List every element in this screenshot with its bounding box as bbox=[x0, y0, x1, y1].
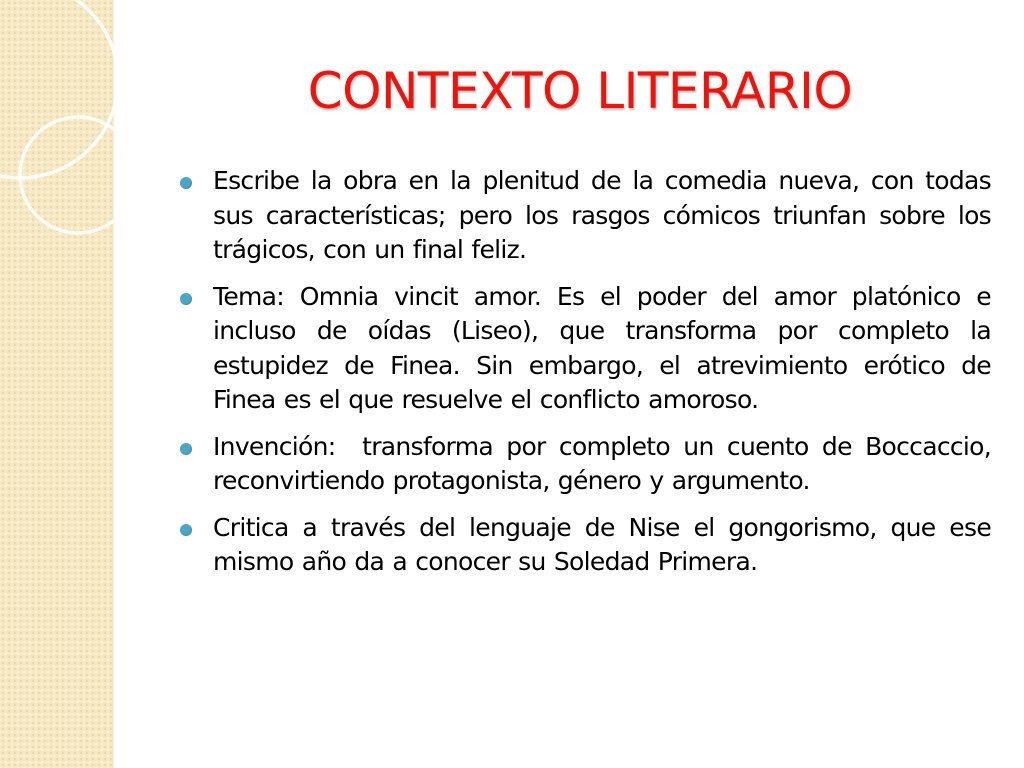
bullet-text: Critica a través del lenguaje de Nise el gongorismo, que ese mismo año da a conocer su Soledad Primera. bbox=[213, 512, 991, 576]
bullet-text: Invención: transforma por completo un cuento de Boccaccio, reconvirtiendo protagonista, género y argumento. bbox=[213, 431, 1008, 495]
bullet-item-2 bbox=[175, 280, 991, 418]
ring-large bbox=[0, 0, 118, 178]
bullet-text: Tema: Omnia vincit amor. Es el poder del amor platónico e incluso de oídas (Liseo), que transforma por completo la estupidez de Finea. Sin embargo, el atrevimiento erótico de Finea es el que resuelve el conflicto amoroso. bbox=[213, 281, 991, 414]
bullet-item-3 bbox=[175, 430, 1008, 499]
bullet-dot-icon bbox=[180, 293, 192, 305]
bullet-dot-icon bbox=[180, 524, 192, 536]
bullet-text: Escribe la obra en la plenitud de la comedia nueva, con todas sus características; pero los rasgos cómicos triunfan sobre los trágicos, con un final feliz. bbox=[213, 166, 991, 264]
slide-title: CONTEXTO LITERARIO bbox=[307, 62, 853, 120]
bullet-list bbox=[175, 164, 1008, 592]
bullet-item-1 bbox=[175, 164, 991, 268]
decorative-rings bbox=[0, 0, 200, 300]
bullet-item-4 bbox=[175, 511, 991, 580]
bullet-dot-icon bbox=[180, 443, 192, 455]
bullet-dot-icon bbox=[180, 177, 192, 189]
